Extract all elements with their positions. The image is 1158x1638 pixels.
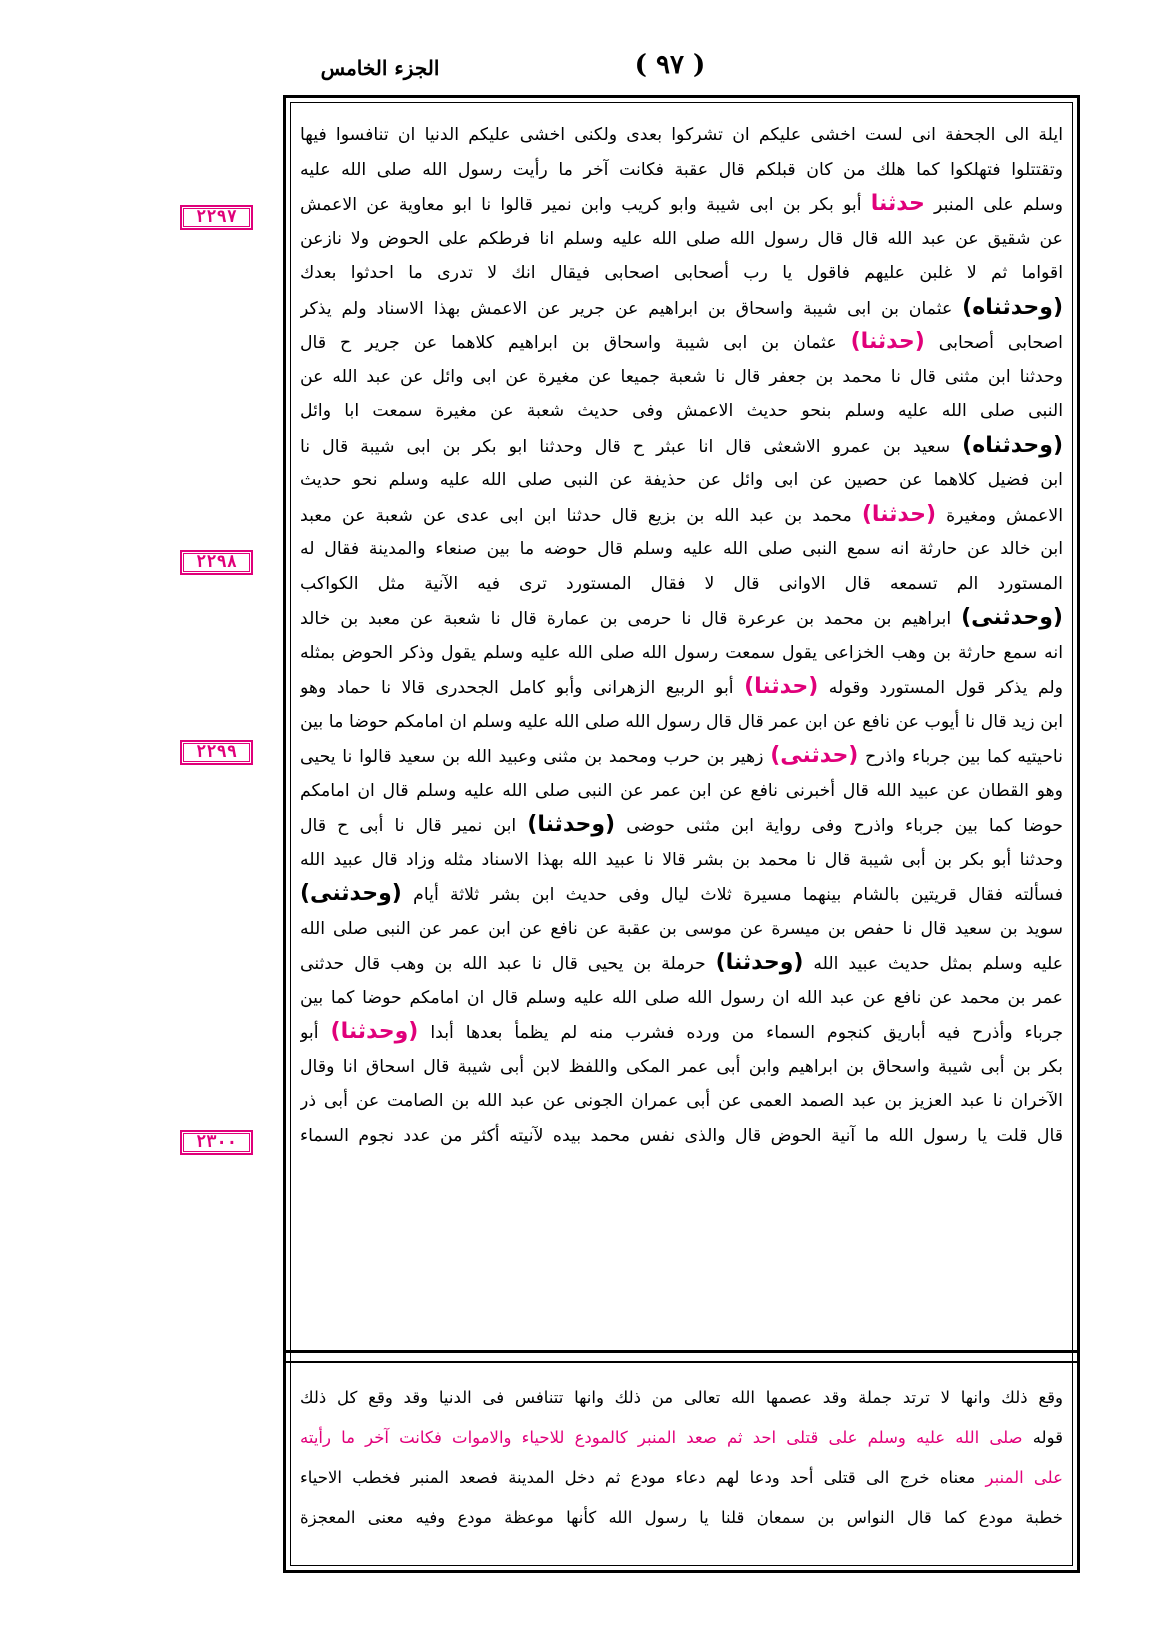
line-text: وهو القطان عن عبيد الله قال أخبرنى نافع عن ابن عمر عن النبى صلى الله عليه وسلم قال ان امامكم bbox=[300, 780, 1063, 801]
line-text: فسألته فقال قريتين بالشام بينهما مسيرة ثلاث ليال وفى حديث ابن بشر ثلاثة أيام bbox=[413, 885, 1063, 905]
text-line bbox=[300, 394, 1063, 429]
line-text: بكر بن أبى شيبة واسحاق بن ابراهيم وابن أبى عمر المكى واللفظ لابن أبى شيبة قال اسحاق انا وقال bbox=[300, 1056, 1063, 1077]
isnad-marker: (حدثنا) bbox=[850, 329, 925, 354]
commentary-quote: على المنبر bbox=[985, 1468, 1063, 1487]
line-text: ايلة الى الجحفة انى لست اخشى عليكم ان تشركوا بعدى ولكنى اخشى عليكم الدنيا ان تنافسوا فيها bbox=[300, 125, 1063, 145]
text-line bbox=[300, 670, 1063, 705]
text-line bbox=[300, 808, 1063, 843]
text-line bbox=[300, 567, 1063, 602]
line-text: أبو الربيع الزهرانى وأبو كامل الجحدرى قالا نا حماد وهو bbox=[300, 678, 734, 698]
line-text: سعيد بن عمرو الاشعثى قال انا عبثر ح قال وحدثنا ابو بكر بن ابى شيبة قال نا bbox=[300, 436, 951, 457]
isnad-marker: (حدثنا) bbox=[861, 501, 937, 527]
commentary-line bbox=[300, 1378, 1063, 1418]
line-text: عثمان بن ابى شيبة واسحاق بن ابراهيم عن جرير عن الاعمش بهذا الاسناد ولم يذكر bbox=[300, 298, 953, 319]
text-line bbox=[300, 1015, 1063, 1050]
line-text: سويد بن سعيد قال نا حفص بن ميسرة عن موسى بن عقبة عن نافع عن ابن عمر عن النبى صلى الله bbox=[300, 918, 1063, 939]
text-line bbox=[300, 1084, 1063, 1119]
hadith-number: ٢٣٠٠ bbox=[180, 1130, 253, 1155]
isnad-marker: (وحدثنى) bbox=[300, 881, 402, 906]
isnad-marker: (وحدثنا) bbox=[330, 1019, 419, 1044]
line-text: أبو بكر بن ابى شيبة وابو كريب وابن نمير قالوا نا ابو معاوية عن الاعمش bbox=[300, 195, 862, 215]
line-text: محمد بن عبد الله بن بزيع قال حدثنا ابن ابى عدى عن شعبة عن معبد bbox=[300, 505, 852, 526]
text-line bbox=[300, 498, 1063, 533]
text-line bbox=[300, 429, 1063, 464]
isnad-marker: (وحدثنا) bbox=[527, 812, 616, 837]
commentary-text: وقع ذلك وانها لا ترتد جملة وقد عصمها الله تعالى من ذلك وانها تتنافس فى الدنيا وقد وقع كل ذلك bbox=[300, 1388, 1063, 1407]
line-text: حرملة بن يحيى قال نا عبد الله بن وهب قال حدثنى bbox=[300, 954, 706, 974]
line-text: ناحيتيه كما بين جرباء واذرح bbox=[865, 747, 1063, 767]
text-line bbox=[300, 601, 1063, 636]
commentary-text: معناه خرج الى قتلى أحد ودعا لهم دعاء مودع ثم دخل المدينة فصعد المنبر فخطب الاحياء bbox=[300, 1468, 976, 1487]
line-text: جرباء وأذرح فيه أباريق كنجوم السماء من ورده فشرب منه لم يظمأ بعدها أبدا bbox=[430, 1023, 1063, 1043]
line-text: النبى صلى الله عليه وسلم بنحو حديث الاعمش وفى حديث شعبة عن مغيرة سمعت ابا وائل bbox=[300, 401, 1063, 421]
line-text: حوضا كما بين جرباء واذرح وفى رواية ابن مثنى حوضى bbox=[626, 816, 1063, 836]
commentary-line bbox=[300, 1458, 1063, 1498]
line-text: زهير بن حرب ومحمد بن مثنى وعبيد الله بن سعيد قالوا نا يحيى bbox=[300, 747, 764, 767]
isnad-marker: (وحدثناه) bbox=[962, 294, 1063, 320]
text-line bbox=[300, 843, 1063, 878]
running-head-part: الجزء الخامس bbox=[320, 56, 440, 80]
text-line bbox=[300, 256, 1063, 291]
text-line bbox=[300, 705, 1063, 740]
commentary-quote: صلى الله عليه وسلم على قتلى احد ثم صعد المنبر كالمودع للاحياء والاموات فكانت آخر ما رأيته bbox=[300, 1428, 1023, 1447]
isnad-marker: (وحدثناه) bbox=[962, 432, 1063, 458]
line-text: ابن خالد عن حارثة انه سمع النبى صلى الله عليه وسلم قال حوضه ما بين صنعاء والمدينة فقال له bbox=[300, 539, 1063, 559]
text-line bbox=[300, 187, 1063, 222]
page-number: ( ٩٧ ) bbox=[634, 50, 706, 80]
line-text: انه سمع حارثة بن وهب الخزاعى يقول سمعت رسول الله صلى الله عليه وسلم يقول وذكر الحوض بمثله bbox=[300, 642, 1063, 663]
isnad-marker: (وحدثنا) bbox=[715, 950, 804, 975]
text-line bbox=[300, 360, 1063, 395]
line-text: عمر بن محمد عن نافع عن عبد الله ان رسول الله صلى الله عليه وسلم قال ان امامكم حوضا كما بين bbox=[300, 987, 1063, 1008]
text-line bbox=[300, 946, 1063, 981]
line-text: عليه وسلم بمثل حديث عبيد الله bbox=[813, 954, 1063, 974]
text-line bbox=[300, 153, 1063, 188]
text-line bbox=[300, 739, 1063, 774]
line-text: ابن نمير قال نا أبى ح قال bbox=[300, 816, 517, 836]
notes-divider bbox=[286, 1350, 1077, 1363]
text-line bbox=[300, 981, 1063, 1016]
line-text: اصحابى أصحابى bbox=[938, 333, 1063, 353]
text-line bbox=[300, 118, 1063, 153]
line-text: عثمان بن ابى شيبة واسحاق بن ابراهيم كلاهما عن جرير ح قال bbox=[300, 333, 837, 353]
text-line bbox=[300, 222, 1063, 257]
text-line bbox=[300, 912, 1063, 947]
text-line bbox=[300, 463, 1063, 498]
line-text: الاعمش ومغيرة bbox=[946, 505, 1063, 526]
commentary-text: خطبة مودع كما قال النواس بن سمعان قلنا يا رسول الله كأنها موعظة مودع وفيه معنى المعجزة bbox=[300, 1508, 1063, 1527]
isnad-marker: حدثنا bbox=[870, 191, 925, 216]
hadith-number: ٢٢٩٩ bbox=[180, 740, 253, 765]
line-text: عن شقيق عن عبد الله قال قال رسول الله صلى الله عليه وسلم انا فرطكم على الحوض ولا نازعن bbox=[300, 228, 1063, 249]
text-line bbox=[300, 877, 1063, 912]
text-line bbox=[300, 1050, 1063, 1085]
line-text: ولم يذكر قول المستورد وقوله bbox=[828, 678, 1063, 698]
line-text: وحدثنا ابن مثنى قال نا محمد بن جعفر قال نا شعبة جميعا عن مغيرة عن ابى وائل عن عبد الله عن bbox=[300, 366, 1063, 387]
text-line bbox=[300, 636, 1063, 671]
line-text: المستورد الم تسمعه قال الاوانى قال لا فقال المستورد ترى فيه الآنية مثل الكواكب bbox=[300, 573, 1063, 594]
main-text-block bbox=[300, 118, 1063, 1343]
commentary-block bbox=[300, 1378, 1063, 1560]
line-text: وسلم على المنبر bbox=[934, 195, 1063, 215]
line-text: وتقتتلوا فتهلكوا كما هلك من كان قبلكم قال عقبة فكانت آخر ما رأيت رسول الله صلى الله عليه bbox=[300, 159, 1063, 180]
text-line bbox=[300, 325, 1063, 360]
commentary-line bbox=[300, 1418, 1063, 1458]
isnad-marker: (حدثنى) bbox=[770, 743, 859, 768]
hadith-number: ٢٢٩٧ bbox=[180, 205, 253, 230]
line-text: قال قلت يا رسول الله ما آنية الحوض قال والذى نفس محمد بيده لآنيته أكثر من عدد نجوم السماء bbox=[300, 1125, 1063, 1146]
hadith-number: ٢٢٩٨ bbox=[180, 550, 253, 575]
text-line bbox=[300, 532, 1063, 567]
page-frame bbox=[283, 95, 1080, 1573]
isnad-marker: (حدثنا) bbox=[744, 674, 819, 699]
text-line bbox=[300, 1119, 1063, 1154]
line-text: اقواما ثم لا غلبن عليهم فاقول يا رب أصحابى اصحابى فيقال انك لا تدرى ما احدثوا بعدك bbox=[300, 263, 1063, 283]
commentary-line bbox=[300, 1498, 1063, 1538]
line-text: ابراهيم بن محمد بن عرعرة قال نا حرمى بن عمارة قال نا شعبة عن معبد بن خالد bbox=[300, 609, 952, 629]
text-line bbox=[300, 774, 1063, 809]
line-text: الآخران نا عبد العزيز بن عبد الصمد العمى عن أبى عمران الجونى عن عبد الله بن الصامت عن أبى ذر bbox=[300, 1091, 1063, 1111]
commentary-text: قوله bbox=[1032, 1428, 1063, 1447]
line-text: أبو bbox=[300, 1023, 319, 1043]
isnad-marker: (وحدثنى) bbox=[961, 605, 1063, 630]
line-text: ابن زيد قال نا أيوب عن نافع عن ابن عمر قال قال رسول الله صلى الله عليه وسلم ان امامكم حوضا ما بين bbox=[300, 711, 1063, 732]
text-line bbox=[300, 291, 1063, 326]
line-text: ابن فضيل كلاهما عن حصين عن ابى وائل عن حذيفة عن النبى صلى الله عليه وسلم نحو حديث bbox=[300, 470, 1063, 490]
line-text: وحدثنا أبو بكر بن أبى شيبة قال نا محمد بن بشر قالا نا عبيد الله بهذا الاسناد مثله وزاد قال عبيد الله bbox=[300, 849, 1063, 870]
